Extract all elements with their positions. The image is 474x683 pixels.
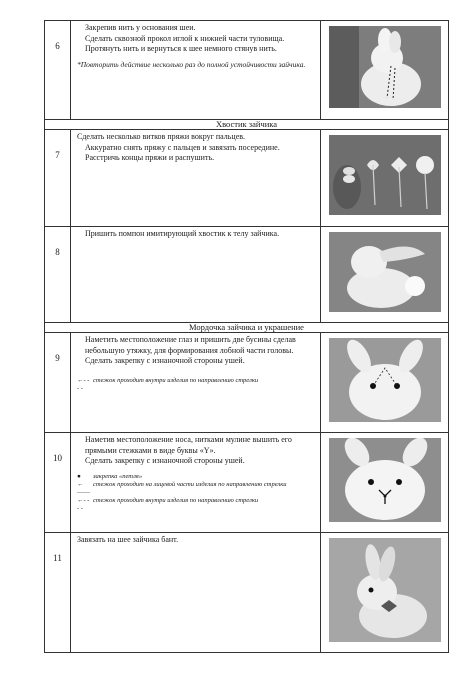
step-line: Сделать закрепку с изнаночной стороны ушей. bbox=[85, 356, 245, 365]
bunny-tail-photo bbox=[329, 232, 441, 312]
step-line: Завязать на шее зайчика бант. bbox=[77, 535, 179, 544]
step-photo-cell bbox=[321, 433, 449, 533]
step-number: 7 bbox=[45, 130, 71, 227]
step-number: 11 bbox=[45, 533, 71, 653]
pompom-steps-photo bbox=[329, 135, 441, 215]
step-number: 8 bbox=[45, 227, 71, 323]
legend-text: стежок проходит внутри изделия по направлению стрелки bbox=[93, 376, 259, 384]
step-photo-cell bbox=[321, 21, 449, 120]
legend-entry bbox=[77, 497, 316, 513]
bunny-nose-photo bbox=[329, 438, 441, 522]
step-line: Сделать несколько витков пряжи вокруг пальцев. bbox=[77, 132, 246, 141]
step-photo-cell bbox=[321, 333, 449, 433]
step-note: *Повторить действие несколько раз до полной устойчивости зайчика. bbox=[77, 59, 306, 69]
step-row-8 bbox=[45, 227, 449, 323]
legend-entry bbox=[77, 473, 316, 481]
stitch-legend bbox=[77, 377, 316, 393]
step-row-6 bbox=[45, 21, 449, 120]
section-row-tail bbox=[45, 120, 449, 130]
step-photo-cell bbox=[321, 533, 449, 653]
finished-bunny-photo bbox=[329, 538, 441, 642]
step-text bbox=[71, 130, 321, 227]
step-line: Пришить помпон имитирующий хвостик к телу зайчика. bbox=[85, 229, 280, 238]
dot-icon: ● bbox=[77, 472, 81, 480]
legend-text: стежок проходит внутри изделия по направлению стрелки bbox=[93, 496, 259, 504]
step-row-7 bbox=[45, 130, 449, 227]
step-text bbox=[71, 227, 321, 323]
section-title: Мордочка зайчика и украшение bbox=[45, 323, 449, 333]
section-title: Хвостик зайчика bbox=[45, 120, 449, 130]
step-line: Протянуть нить и вернуться к шее немного стянув нить. bbox=[85, 44, 277, 53]
step-line: Закрепив нить у основания шеи. bbox=[85, 23, 196, 32]
dashed-arrow-icon: ←- - - - bbox=[77, 376, 90, 392]
solid-arrow-icon: ←—— bbox=[77, 480, 90, 496]
step-line: Наметить местоположение глаз и пришить две бусины сделав небольшую утяжку, для формирования лобной части головы. bbox=[85, 335, 296, 355]
step-line: Сделать сквозной прокол иглой к нижней части туловища. bbox=[85, 33, 285, 43]
dashed-arrow-icon: ←- - - - bbox=[77, 496, 90, 512]
step-row-11 bbox=[45, 533, 449, 653]
step-line: Сделать закрепку с изнаночной стороны ушей. bbox=[85, 456, 245, 465]
bunny-body-photo bbox=[329, 26, 441, 108]
legend-text: стежок проходит на лицевой части изделия по направлению стрелки bbox=[93, 480, 287, 488]
steps-table bbox=[44, 20, 449, 653]
step-row-9 bbox=[45, 333, 449, 433]
step-text bbox=[71, 433, 321, 533]
stitch-legend bbox=[77, 473, 316, 513]
legend-entry bbox=[77, 377, 316, 393]
step-text bbox=[71, 21, 321, 120]
step-number: 9 bbox=[45, 333, 71, 433]
step-line: Аккуратно снять пряжу с пальцев и завязать посередине. bbox=[85, 142, 280, 152]
step-photo-cell bbox=[321, 130, 449, 227]
legend-entry bbox=[77, 481, 316, 497]
step-row-10 bbox=[45, 433, 449, 533]
step-photo-cell bbox=[321, 227, 449, 323]
step-text bbox=[71, 533, 321, 653]
step-line: Наметив местоположение носа, нитками мулине вышить его прямыми стежками в виде буквы «Y». bbox=[85, 435, 292, 455]
legend-text: закрепка «петля» bbox=[93, 472, 143, 480]
bunny-eyes-photo bbox=[329, 338, 441, 422]
step-line: Расстричь концы пряжи и распушить. bbox=[85, 153, 215, 162]
section-row-face bbox=[45, 323, 449, 333]
step-text bbox=[71, 333, 321, 433]
step-number: 6 bbox=[45, 21, 71, 120]
step-number: 10 bbox=[45, 433, 71, 533]
